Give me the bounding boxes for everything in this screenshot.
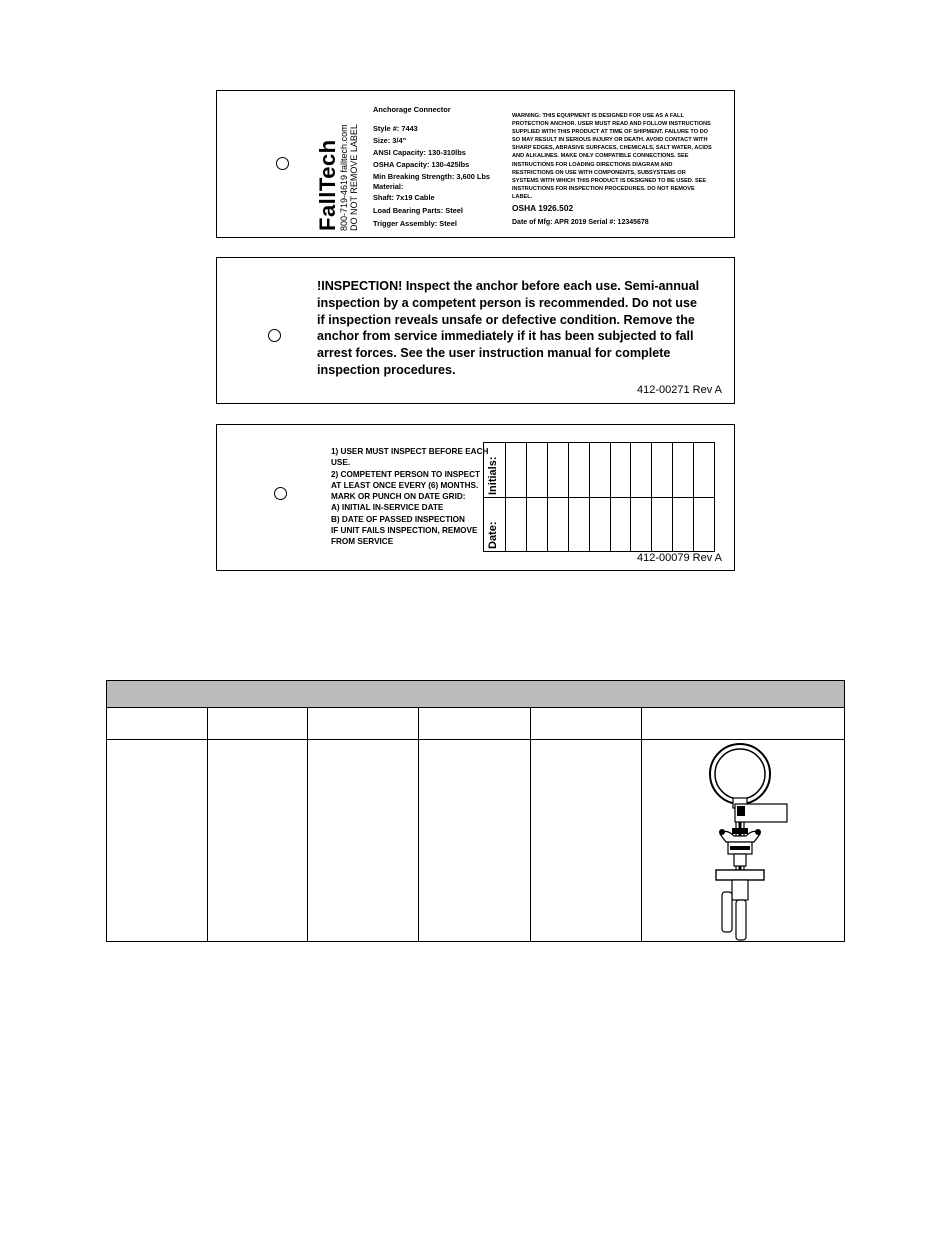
spec-line: Size: 3/4"	[373, 136, 407, 145]
warning-text: WARNING: THIS EQUIPMENT IS DESIGNED FOR USE AS A FALL PROTECTION ANCHOR. USER MUST READ AND FOLLOW INSTRUCTIONS SUPPLIED WITH THIS PRODUCT AT TIME OF SHIPMENT. FAILURE TO DO SO MAY RESULT IN SERIOUS INJURY OR DEATH. AVOID CONTACT WITH SHARP EDGES, ABRASIVE SURFACES, CHEMICALS, SALT WATER, ACIDS AND ALKALINES. MAKE ONLY COMPATIBLE CONNECTIONS. SEE INSTRUCTIONS FOR LOADING DIRECTIONS DIAGRAM AND RESTRICTIONS ON USE WITH COMPONENTS, SUBSYSTEMS OR SYSTEMS WITH WHICH THIS PRODUCT IS DESIGNED TO BE USED. SEE INSTRUCTIONS FOR INSPECTION PROCEDURES. DO NOT REMOVE LABEL.	[512, 113, 712, 200]
spec-line: Shaft: 7x19 Cable	[373, 193, 435, 202]
spec-line: ANSI Capacity: 130-310lbs	[373, 148, 466, 157]
column-divider	[641, 708, 642, 941]
instruction-line: B) DATE OF PASSED INSPECTION	[331, 514, 465, 524]
inspection-instructions	[331, 446, 491, 548]
anchorage-connector-label	[216, 90, 735, 238]
grid-column-line	[630, 443, 631, 551]
spec-line: Material:	[373, 182, 404, 191]
grid-column-line	[589, 443, 590, 551]
spec-line: Load Bearing Parts: Steel	[373, 206, 463, 215]
column-divider	[207, 708, 208, 941]
brand-block	[317, 111, 377, 231]
grid-column-line	[547, 443, 548, 551]
grid-column-line	[672, 443, 673, 551]
grid-divider	[484, 497, 714, 498]
instruction-line: 2) COMPETENT PERSON TO INSPECT AT LEAST ONCE EVERY (6) MONTHS. MARK OR PUNCH ON DATE GRID:	[331, 469, 481, 502]
inspection-grid-label	[216, 424, 735, 571]
column-divider	[418, 708, 419, 941]
tag-hole	[274, 487, 287, 500]
brand-notice: DO NOT REMOVE LABEL	[349, 124, 359, 231]
date-label: Date:	[487, 521, 499, 549]
inspection-text: !INSPECTION! Inspect the anchor before each use. Semi-annual inspection by a competent person is recommended. Do not use if inspection reveals unsafe or defective condition. Remove the anchor from service immediately if it has been subjected to fall arrest forces. See the user instruction manual for complete inspection procedures.	[317, 279, 700, 377]
grid-column-line	[651, 443, 652, 551]
instruction-line: A) INITIAL IN-SERVICE DATE	[331, 503, 444, 513]
instruction-line: 1) USER MUST INSPECT BEFORE EACH USE.	[331, 447, 489, 468]
inspection-date-grid	[483, 442, 715, 552]
mfg-date-serial: Date of Mfg: APR 2019 Serial #: 12345678	[512, 219, 649, 226]
initials-label: Initials:	[487, 456, 499, 495]
tag-hole	[268, 329, 281, 342]
grid-column-line	[693, 443, 694, 551]
table-header-row	[107, 708, 844, 740]
spec-line: Style #: 7443	[373, 124, 418, 133]
instruction-line: IF UNIT FAILS INSPECTION, REMOVE FROM SERVICE	[331, 526, 478, 547]
part-number: 412-00079 Rev A	[636, 552, 722, 564]
brand-contact: 800-719-4619 falltech.com	[339, 124, 349, 231]
grid-column-line	[526, 443, 527, 551]
spec-line: OSHA Capacity: 130-425lbs	[373, 160, 470, 169]
spec-line: Min Breaking Strength: 3,600 Lbs	[373, 172, 491, 181]
anchor-connector-illustration	[696, 742, 792, 942]
spec-line: Trigger Assembly: Steel	[373, 219, 457, 228]
spec-line: Anchorage Connector	[373, 105, 451, 114]
column-divider	[307, 708, 308, 941]
table-title-bar	[107, 681, 844, 708]
grid-column-line	[568, 443, 569, 551]
inspection-label	[216, 257, 735, 404]
osha-standard: OSHA 1926.502	[512, 203, 574, 213]
brand-name: FallTech	[315, 139, 340, 231]
column-divider	[530, 708, 531, 941]
grid-column-line	[610, 443, 611, 551]
part-number: 412-00271 Rev A	[636, 384, 722, 396]
tag-hole	[276, 157, 289, 170]
grid-column-line	[505, 443, 506, 551]
